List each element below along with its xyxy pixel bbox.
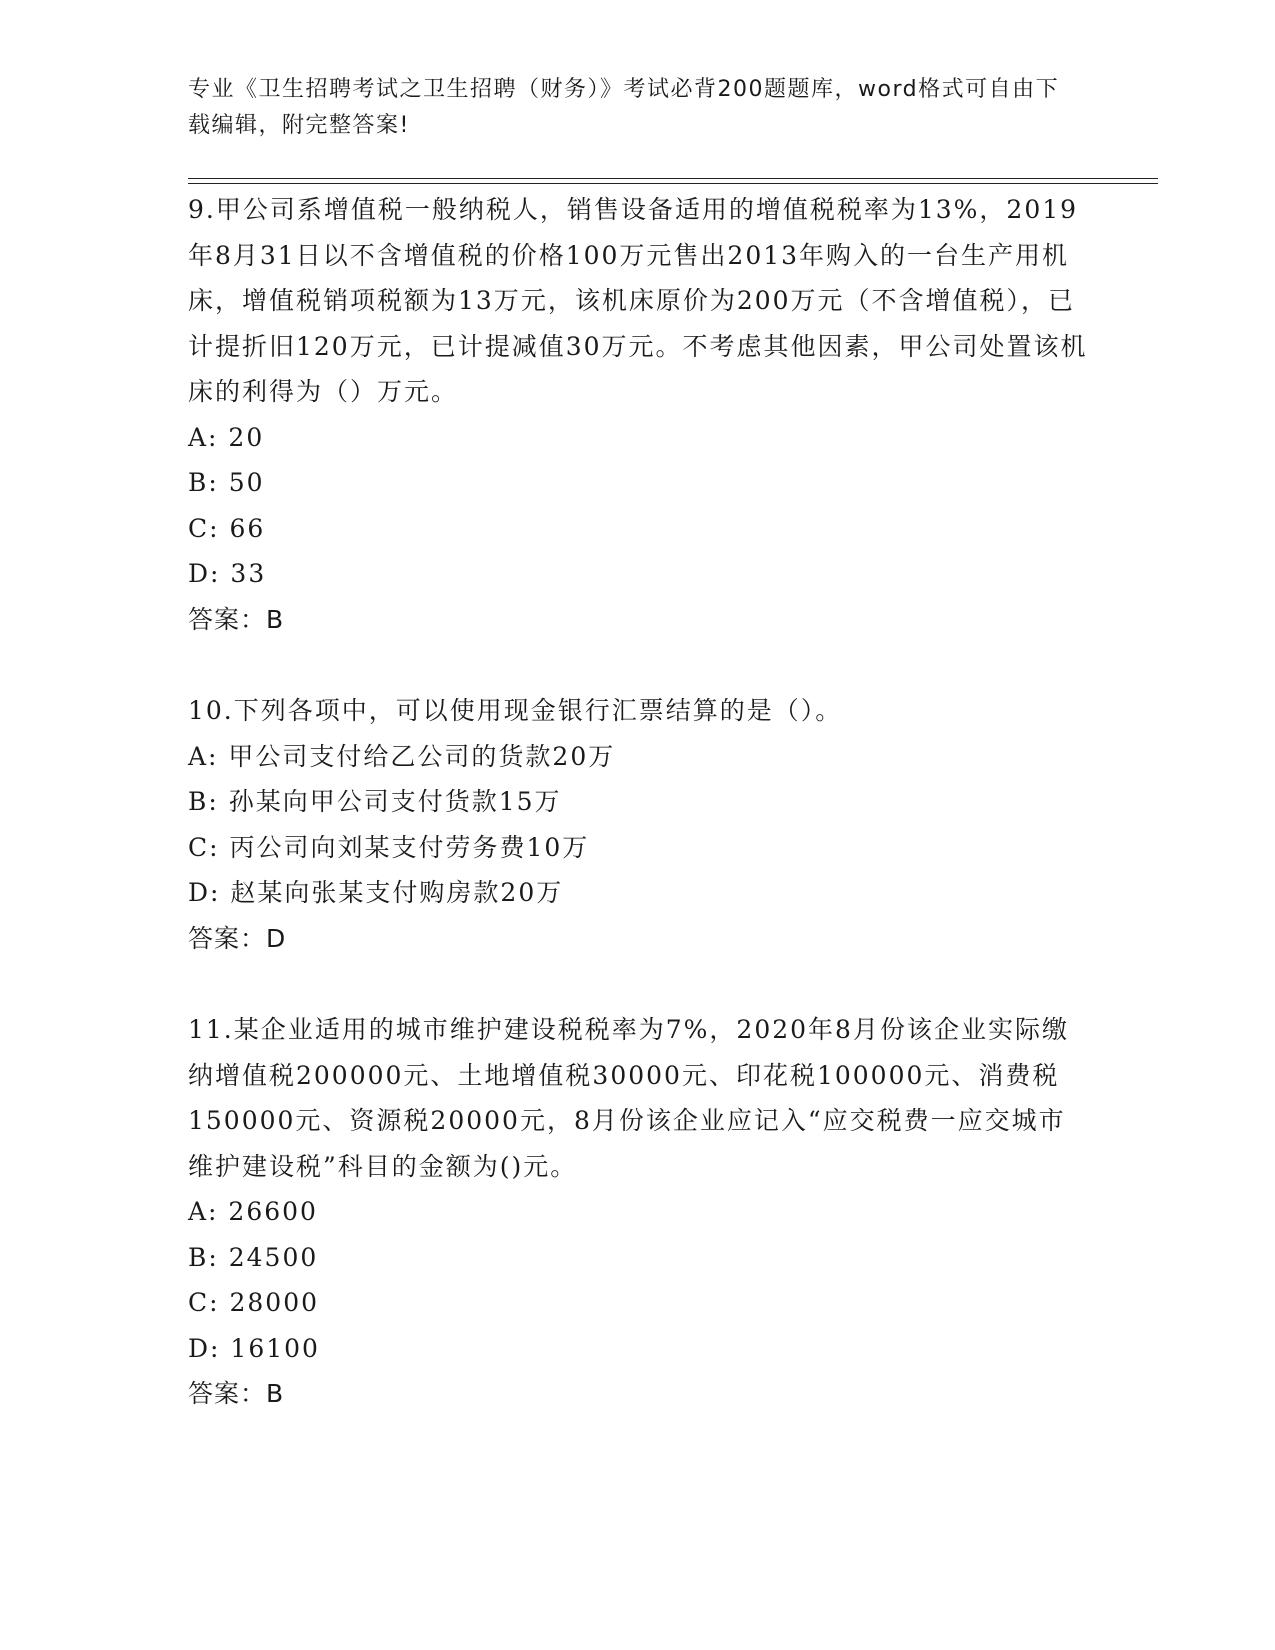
- option-d: D: 16100: [188, 1333, 320, 1363]
- question-stem: 11.某企业适用的城市维护建设税税率为7%，2020年8月份该企业实际缴纳增值税200000元、土地增值税30000元、印花税100000元、消费税150000元、资源税20000元，8月份该企业应记入“应交税费一应交城市维护建设税”科目的金额为()元。: [188, 1015, 1069, 1181]
- question-list: [188, 187, 1088, 1463]
- option-b: B: 50: [188, 468, 265, 497]
- document-header: 专业《卫生招聘考试之卫生招聘（财务）》考试必背200题题库，word格式可自由下载编辑，附完整答案!: [188, 77, 1060, 138]
- option-a: A: 甲公司支付给乙公司的货款20万: [188, 741, 616, 771]
- answer-line: 答案：B: [188, 1379, 285, 1408]
- answer-line: 答案：D: [188, 923, 287, 953]
- option-d: D: 赵某向张某支付购房款20万: [188, 878, 564, 907]
- header-rule-bottom: [188, 183, 1158, 184]
- question-stem: 9.甲公司系增值税一般纳税人，销售设备适用的增值税税率为13%，2019年8月31日以不含增值税的价格100万元售出2013年购入的一台生产用机床，增值税销项税额为13万元，该机床原价为200万元（不含增值税），已计提折旧120万元，已计提减值30万元。不考虑其他因素，甲公司处置该机床的利得为（）万元。: [188, 195, 1088, 406]
- question-11: [188, 1007, 1088, 1417]
- question-9: [188, 187, 1088, 642]
- option-c: C: 66: [188, 513, 266, 543]
- question-10: [188, 688, 1088, 961]
- option-b: B: 24500: [188, 1242, 319, 1272]
- option-d: D: 33: [188, 559, 267, 588]
- answer-line: 答案：B: [188, 604, 285, 634]
- option-a: A: 26600: [188, 1197, 318, 1226]
- option-a: A: 20: [188, 422, 265, 452]
- option-c: C: 丙公司向刘某支付劳务费10万: [188, 832, 590, 862]
- question-stem: 10.下列各项中，可以使用现金银行汇票结算的是（）。: [188, 696, 843, 725]
- header-rule-top: [188, 178, 1158, 179]
- option-b: B: 孙某向甲公司支付货款15万: [188, 787, 562, 816]
- option-c: C: 28000: [188, 1288, 320, 1317]
